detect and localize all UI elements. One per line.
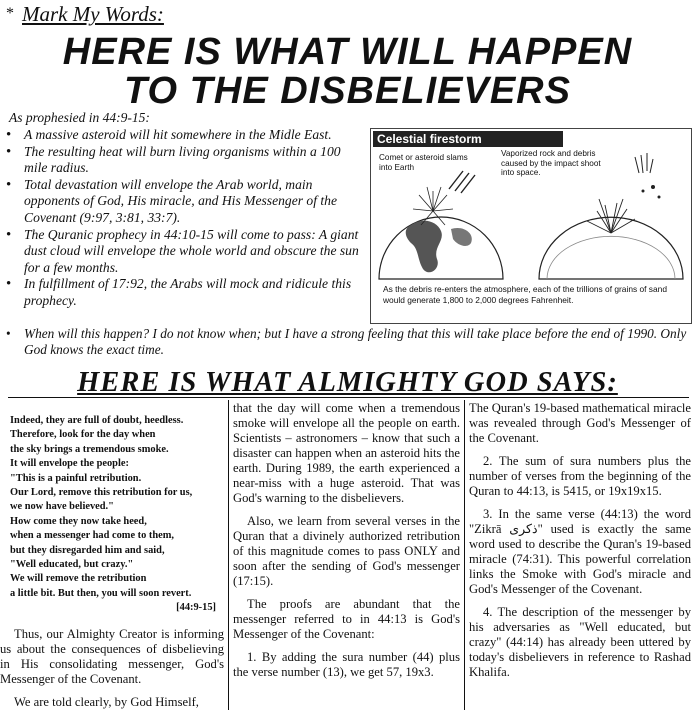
verse-line: We will remove the retribution xyxy=(10,573,147,585)
verse-reference: [44:9-15] xyxy=(176,602,216,614)
article-column-3 xyxy=(469,401,691,688)
paragraph: that the day will come when a tremendous smoke will envelope all the people on earth. Scientists – astronomers – know that such a disaster can happen when an asteroid hits the earth. During 1989, the earth experienced a near-miss with a huge asteroid. That was God's warning to the disbelievers. xyxy=(233,401,460,505)
asteroid-figure xyxy=(370,128,692,324)
list-item: • A massive asteroid will hit somewhere in the Midle East. xyxy=(6,127,361,144)
verse-line: but they disregarded him and said, xyxy=(10,544,165,556)
verse-line: Our Lord, remove this retribution for us, xyxy=(10,487,193,499)
article-column-2 xyxy=(233,401,460,688)
paragraph: Thus, our Almighty Creator is informing us about the consequences of disbelieving in His consolidating messenger, God's Messenger of the Covenant. xyxy=(0,627,224,686)
intro-text: As prophesied in 44:9-15: xyxy=(9,110,150,125)
paragraph: 1. By adding the sura number (44) plus the verse number (13), we get 57, 19x3. xyxy=(233,650,460,679)
verse-line: the sky brings a tremendous smoke. xyxy=(10,443,169,455)
section-title xyxy=(0,367,695,399)
column-divider xyxy=(228,400,229,710)
column-divider xyxy=(464,400,465,710)
verse-line: It will envelope the people: xyxy=(10,458,129,470)
headline-line-1: HERE IS WHAT WILL HAPPEN xyxy=(62,31,633,73)
paragraph: Also, we learn from several verses in the Quran that a divinely authorized retribution of this magnitude comes to pass ONLY and soon after the sending of God's messenger (17:15). xyxy=(233,514,460,588)
timing-bullet: • When will this happen? I do not know when; but I have a strong feeling that this will take place before the end of 1990. Only God knows the exact time. xyxy=(6,326,694,359)
verse-line: "This is a painful retribution. xyxy=(10,472,142,484)
asterisk-icon: * xyxy=(6,5,14,22)
section-title-text: HERE IS WHAT ALMIGHTY GOD SAYS: xyxy=(77,367,618,398)
headline-line-2: TO THE DISBELIEVERS xyxy=(124,70,571,112)
verse-line: How come they now take heed, xyxy=(10,515,147,527)
paragraph: 2. The sum of sura numbers plus the number of verses from the beginning of the Quran to 44:13, is 5415, or 19x19x15. xyxy=(469,454,691,498)
figure-label-impact: Comet or asteroid slams into Earth xyxy=(379,153,468,172)
kicker xyxy=(6,2,164,27)
verse-line: a little bit. But then, you will soon revert. xyxy=(10,587,192,599)
paragraph: The Quran's 19-based mathematical miracle was revealed through God's Messenger of the Covenant. xyxy=(469,401,691,445)
article-column-1 xyxy=(0,627,224,718)
paragraph: We are told clearly, by God Himself, xyxy=(14,695,199,709)
verse-line: when a messenger had come to them, xyxy=(10,530,175,542)
figure-label-debris: Vaporized rock and debris caused by the impact shoot into space. xyxy=(501,149,601,177)
verse-line: Indeed, they are full of doubt, heedless. xyxy=(10,415,184,426)
list-item: • The Quranic prophecy in 44:10-15 will come to pass: A giant dust cloud will envelope the whole world and obscure the sun for a few months. xyxy=(6,227,361,277)
quran-verse-quote xyxy=(10,414,220,616)
divider xyxy=(8,397,689,398)
verse-line: "Well educated, but crazy." xyxy=(10,559,134,571)
list-item: • Total devastation will envelope the Arab world, main opponents of God, His miracle, and His Messenger of the Covenant (9:97, 3:81, 33:7). xyxy=(6,177,361,227)
verse-line: we now have believed." xyxy=(10,501,114,513)
kicker-text: Mark My Words: xyxy=(22,2,164,26)
verse-line: Therefore, look for the day when xyxy=(10,429,156,441)
prophecy-list xyxy=(6,127,361,310)
paragraph: The proofs are abundant that the messenger referred to in 44:13 is God's Messenger of the Covenant: xyxy=(233,597,460,641)
paragraph: 3. In the same verse (44:13) the word "Zikrā ذكرى" used is exactly the same word used to describe the Quran's 19-based miracle (74:31). This powerful correlation links the Smoke with God's miracle and God's Messenger of the Covenant. xyxy=(469,507,691,596)
figure-title: Celestial firestorm xyxy=(373,131,563,147)
list-item: • The resulting heat will burn living organisms within a 100 mile radius. xyxy=(6,144,361,177)
paragraph: 4. The description of the messenger by his adversaries as "Well educated, but crazy" (44:14) has already been uttered by today's disbelievers in reference to Rashad Khalifa. xyxy=(469,605,691,679)
figure-caption: As the debris re-enters the atmosphere, each of the trillions of grains of sand would generate 1,800 to 2,000 degrees Fahrenheit. xyxy=(383,284,667,305)
list-item: • In fulfillment of 17:92, the Arabs will mock and ridicule this prophecy. xyxy=(6,276,361,309)
